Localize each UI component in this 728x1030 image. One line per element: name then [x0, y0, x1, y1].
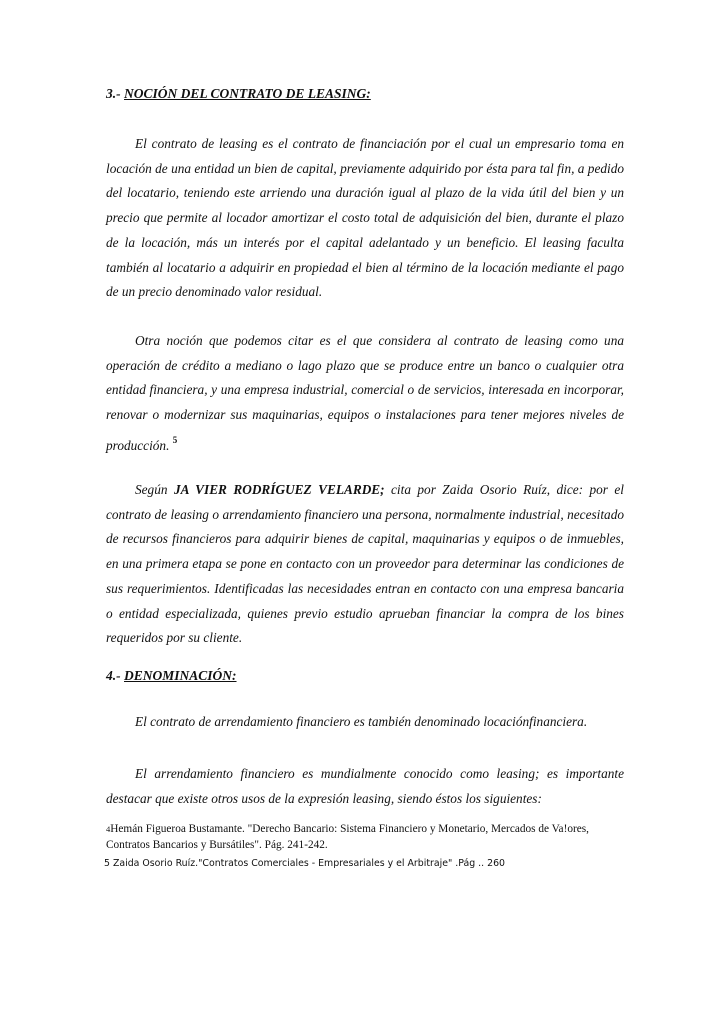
paragraph-rodriguez-citation [106, 478, 624, 651]
paragraph-citation-body: cita por Zaida Osorio Ruíz, dice: por el contrato de leasing o arrendamiento financiero una persona, normalmente industrial, necesitado de recursos financieros para adquirir bienes de capital, maquinarias y equipos o de inmuebles, en una primera etapa se pone en contacto con un proveedor para determinar las condiciones de sus requerimientos. Identificadas las necesidades entran en contacto con una empresa bancaria o entidad especializada, quienes previo estudio aprueban financiar la compra de los bines requeridos por su cliente. [106, 482, 625, 646]
cited-author: JA VIER RODRÍGUEZ VELARDE; [173, 482, 385, 497]
footnote-5-number: 5 [104, 858, 110, 869]
section-4-title: DENOMINACIÓN: [124, 668, 237, 683]
paragraph-leasing-definition: El contrato de leasing es el contrato de financiación por el cual un empresario toma en locación de una entidad un bien de capital, previamente adquirido por ésta para tal fin, a pedido del locatario, teniendo este arriendo una duración igual al plazo de la vida útil del bien y un precio que permite al locador amortizar el costo total de adquisición del bien, durante el plazo de la locación, más un interés por el capital adelantado y un beneficio. El leasing faculta también al locatario a adquirir en propiedad el bien al término de la locación mediante el pago de un precio denominado valor residual. [106, 136, 624, 300]
section-4-heading [106, 668, 237, 684]
paragraph-denomination: El contrato de arrendamiento financiero es también denominado locaciónfinanciera. [135, 714, 588, 729]
footnote-5 [104, 858, 624, 870]
footnote-4 [106, 822, 626, 853]
footnote-5-text: Zaida Osorio Ruíz."Contratos Comerciales - Empresariales y el Arbitraje" .Pág .. 260 [112, 858, 505, 869]
section-3-title: NOCIÓN DEL CONTRATO DE LEASING: [124, 86, 371, 101]
paragraph-credit-operation-text: Otra noción que podemos citar es el que considera al contrato de leasing como una operación de crédito a mediano o lago plazo que se produce entre un banco o cualquier otra entidad financiera, y una empresa industrial, comercial o de servicios, interesada en incorporar, renovar o modernizar sus maquinarias, equipos o instalaciones para tener mejores niveles de producción. [106, 333, 624, 453]
paragraph-credit-operation [106, 329, 624, 459]
paragraph-citation-intro: Según [135, 482, 168, 497]
section-3-heading [106, 86, 371, 102]
section-3-number: 3.- [106, 86, 121, 101]
footnote-4-number: 4 [106, 824, 111, 834]
footnote-ref-5: 5 [172, 434, 178, 445]
section-4-number: 4.- [106, 668, 121, 683]
footnote-4-text: Hemán Figueroa Bustamante. "Derecho Bancario: Sistema Financiero y Monetario, Mercados de Va!ores, Contratos Bancarios y Bursátiles". Pág. 241-242. [106, 823, 589, 851]
paragraph-leasing-uses: El arrendamiento financiero es mundialmente conocido como leasing; es importante destacar que existe otros usos de la expresión leasing, siendo éstos los siguientes: [106, 766, 624, 806]
